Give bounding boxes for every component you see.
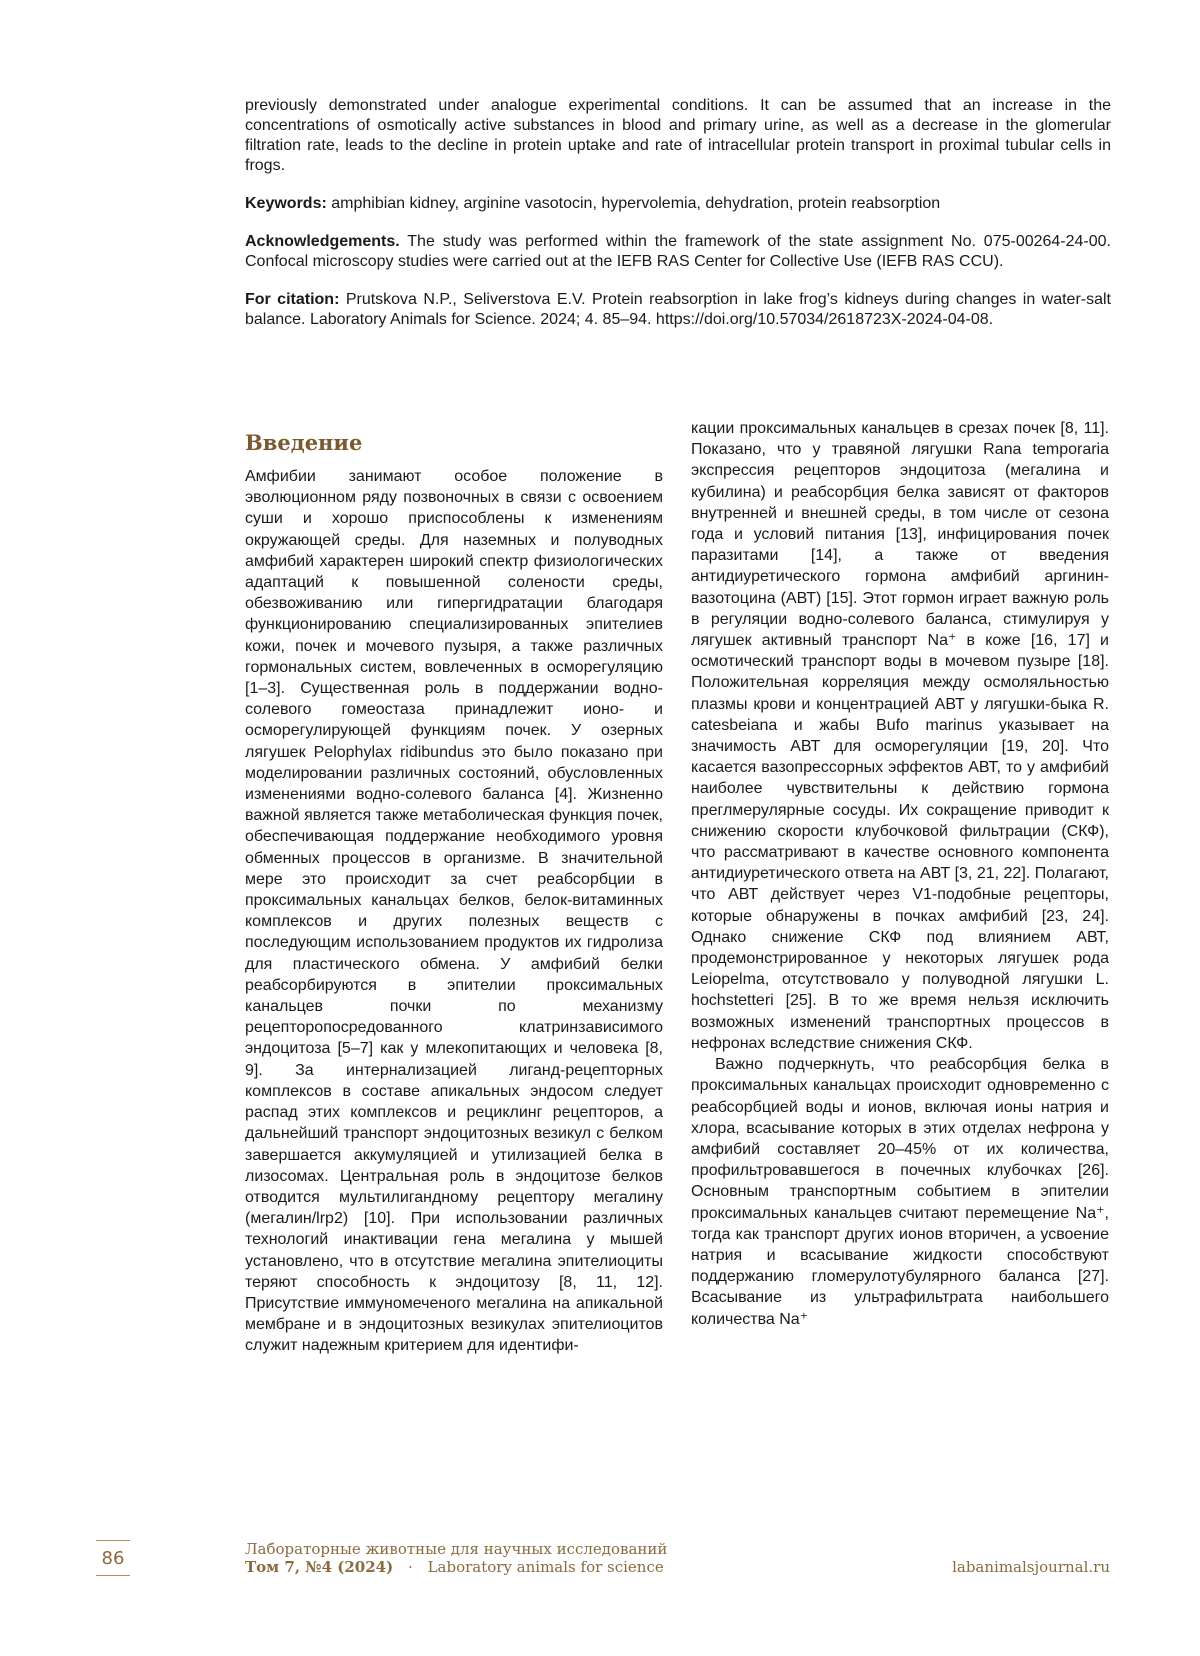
separator: ·: [408, 1558, 413, 1576]
page-footer: [0, 1540, 1200, 1580]
page-number: 86: [101, 1548, 125, 1569]
paragraph: кации проксимальных канальцев в срезах почек [8, 11]. Показано, что у травяной лягушки Rana temporaria экспрессия рецепторов эндоцитоза (мегалина и кубилина) и реабсорбция белка зависят от факторов внутренней и внешней среды, в том числе от сезона года и условий питания [13], инфицирования почек паразитами [14], а также от введения антидиуретического гормона амфибий аргинин-вазотоцина (АВТ) [15]. Этот гормон играет важную роль в регуляции водно-солевого баланса, стимулируя у лягушек активный транспорт Na⁺ в коже [16, 17] и осмотический транспорт воды в мочевом пузыре [18]. Положительная корреляция между осмоляльностью плазмы крови и концентрацией АВТ у лягушки-быка R. catesbeiana и жабы Bufo marinus указывает на значимость АВТ для осморегуляции [19, 20]. Что касается вазопрессорных эффектов АВТ, то у амфибий наиболее чувствительны к действию гормона преглмерулярные сосуды. Их сокращение приводит к снижению скорости клубочковой фильтрации (СКФ), что рассматривают в качестве основного компонента антидиуретического ответа на АВТ [3, 21, 22]. Полагают, что АВТ действует через V1-подобные рецепторы, которые обнаружены в почках амфибий [23, 24]. Однако снижение СКФ под влиянием АВТ, продемонстрированное у некоторых лягушек рода Leiopelma, отсутствовало у полуводной лягушки L. hochstetteri [25]. В то же время нельзя исключить возможных изменений транспортных процессов в нефронах вследствие снижения СКФ.: [691, 420, 1109, 1052]
journal-title-ru: Лабораторные животные для научных исследований: [245, 1540, 668, 1558]
left-column: [245, 420, 663, 1357]
keywords-label: Keywords:: [245, 195, 327, 212]
citation-label: For citation:: [245, 291, 340, 308]
section-heading: Введение: [245, 430, 363, 455]
right-column: [691, 418, 1109, 1330]
journal-issue-line: [245, 1558, 667, 1576]
abstract-tail: previously demonstrated under analogue experimental conditions. It can be assumed that an increase in the concentrations of osmotically active substances in blood and primary urine, as well as a decrease in the glomerular filtration rate, leads to the decline in protein uptake and rate of intracellular protein transport in proximal tubular cells in frogs.: [245, 97, 1111, 174]
journal-site-link[interactable]: labanimalsjournal.ru: [952, 1558, 1110, 1576]
citation: [245, 290, 1111, 330]
citation-text: Prutskova N.P., Seliverstova E.V. Protein reabsorption in lake frog’s kidneys during changes in water-salt balance. Laboratory Animals for Science. 2024; 4. 85–94. https://doi.org/10.57034/2618723X-2024-04-08.: [245, 291, 1112, 328]
acknowledgements-label: Acknowledgements.: [245, 233, 400, 250]
keywords-text: amphibian kidney, arginine vasotocin, hypervolemia, dehydration, protein reabsorption: [326, 195, 941, 212]
journal-info: [245, 1540, 667, 1576]
acknowledgements: [245, 232, 1111, 272]
abstract-block: [245, 96, 1111, 348]
paragraph: Важно подчеркнуть, что реабсорбция белка в проксимальных канальцах происходит одновременно с реабсорбцией воды и ионов, включая ионы натрия и хлора, всасывание которых в этих отделах нефрона у амфибий составляет 20–45% от их количества, профильтровавшегося в почечных клубочках [26]. Основным транспортным событием в эпителии проксимальных канальцев считают перемещение Na⁺, тогда как транспорт других ионов вторичен, а усвоение натрия и всасывание жидкости способствуют поддержанию гломерулотубулярного баланса [27]. Всасывание из ультрафильтрата наибольшего количества Na⁺: [691, 1056, 1109, 1328]
journal-issue: Том 7, №4 (2024): [245, 1558, 394, 1576]
journal-title-en: Laboratory animals for science: [427, 1558, 664, 1576]
paragraph: Амфибии занимают особое положение в эволюционном ряду позвоночных в связи с освоением суши и хорошо приспособлены к изменениям окружающей среды. Для наземных и полуводных амфибий характерен широкий спектр физиологических адаптаций к повышенной солености среды, обезвоживанию или гипергидратации благодаря функционированию специализированных эпителиев кожи, почек и мочевого пузыря, а также различных гормональных систем, вовлеченных в осморегуляцию [1–3]. Существенная роль в поддержании водно-солевого гомеостаза принадлежит ионо- и осморегулирующей функциям почек. У озерных лягушек Pelophylax ridibundus это было показано при моделировании различных состояний, обусловленных изменениями водно-солевого баланса [4]. Жизненно важной является также метаболическая функция почек, обеспечивающая поддержание необходимого уровня обменных процессов в организме. В значительной мере это происходит за счет реабсорбции в проксимальных канальцах белков, белок-витаминных комплексов и других полезных веществ с последующим использованием продуктов их гидролиза для пластического обмена. У амфибий белки реабсорбируются в эпителии проксимальных канальцев почки по механизму рецепторопосредованного клатринзависимого эндоцитоза [5–7] как у млекопитающих и человека [8, 9]. За интернализацией лиганд-рецепторных комплексов в составе апикальных эндосом следует распад этих комплексов и рециклинг рецепторов, а дальнейший транспорт эндоцитозных везикул с белком завершается аккумуляцией и утилизацией белка в лизосомах. Центральная роль в эндоцитозе белков отводится мультилигандному рецептору мегалину (мегалин/lrp2) [10]. При использовании различных технологий инактивации гена мегалина у мышей установлено, что в отсутствие мегалина эпителиоциты теряют способность к эндоцитозу [8, 11, 12]. Присутствие иммуномеченого мегалина на апикальной мембране и в эндоцитозных везикулах эпителиоцитов служит надежным критерием для идентифи-: [245, 468, 663, 1355]
acknowledgements-text: The study was performed within the framework of the state assignment No. 075-00264-24-00. Confocal microscopy studies were carried out at the IEFB RAS Center for Collective Use (IEFB RAS CCU).: [245, 233, 1111, 270]
keywords: [245, 194, 1111, 214]
